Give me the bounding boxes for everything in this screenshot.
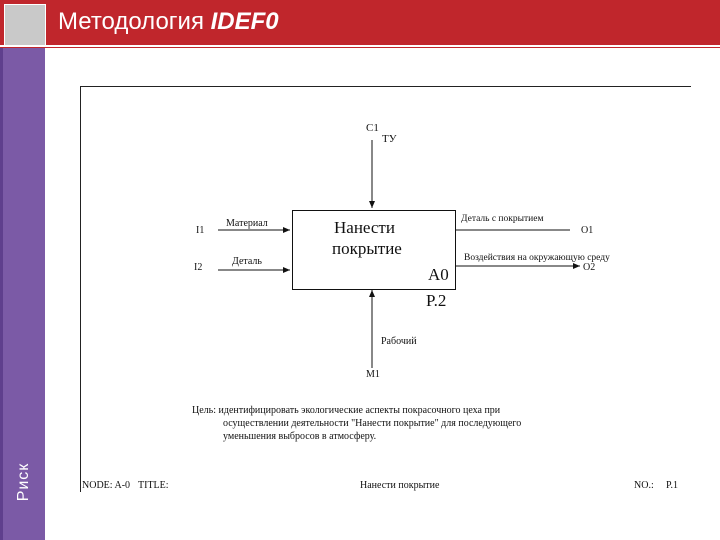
control-label: ТУ xyxy=(382,133,397,145)
mechanism-label: Рабочий xyxy=(381,336,417,347)
goal-line-2: осуществлении деятельности "Нанести покрытие" для последующего xyxy=(223,418,522,429)
goal-line-1 xyxy=(192,404,521,417)
footer-node: NODE: A-0 xyxy=(82,480,131,491)
output-id-o1: O1 xyxy=(581,225,594,236)
input-label-i2: Деталь xyxy=(232,256,262,267)
cost-label: P.2 xyxy=(426,291,447,310)
goal-line1-text: идентифицировать экологические аспекты покрасочного цеха при xyxy=(218,405,501,416)
goal-prefix: Цель: xyxy=(192,405,216,416)
output-label-o2: Воздействия на окружающую среду xyxy=(464,253,610,263)
mechanism-id: M1 xyxy=(366,369,380,380)
node-id: A0 xyxy=(428,265,449,284)
footer-no-value: P.1 xyxy=(666,480,678,491)
footer-title-value: Нанести покрытие xyxy=(360,480,440,491)
input-id-i1: I1 xyxy=(196,225,205,236)
title-prefix: Методология xyxy=(58,8,211,35)
title-italic: IDEF0 xyxy=(210,8,279,35)
control-id: C1 xyxy=(366,122,379,134)
goal-line-3: уменьшения выбросов в атмосферу. xyxy=(223,431,377,442)
output-id-o2: O2 xyxy=(583,262,596,273)
function-label-line1: Нанести xyxy=(334,218,395,237)
output-label-o1: Деталь с покрытием xyxy=(461,214,544,224)
input-label-i1: Материал xyxy=(226,218,268,229)
input-id-i2: I2 xyxy=(194,262,203,273)
footer-no-label: NO.: xyxy=(634,480,654,491)
goal-text xyxy=(192,404,521,443)
footer-title-label: TITLE: xyxy=(138,480,169,491)
function-label-line2: покрытие xyxy=(332,239,402,258)
sidebar-label: Риск xyxy=(15,462,32,502)
